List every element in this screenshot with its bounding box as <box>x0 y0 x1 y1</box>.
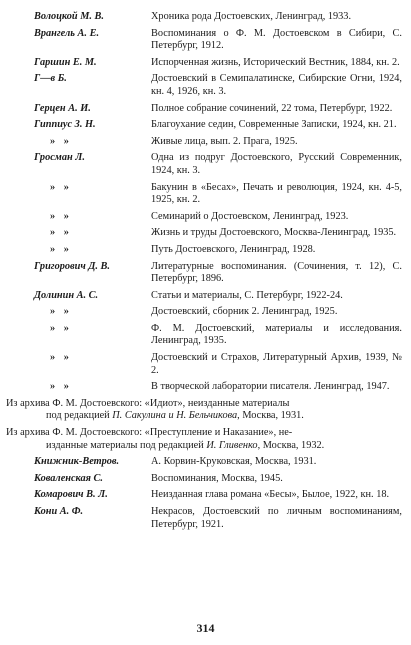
ditto-mark: » » <box>50 322 72 334</box>
bibliography-entry <box>34 11 402 24</box>
bibliography-entry <box>34 103 402 116</box>
bibliography-entry <box>34 136 402 149</box>
bibliography-entry <box>34 290 402 303</box>
bibliography-entry <box>34 352 402 377</box>
bibliography-list <box>6 11 402 535</box>
ditto-mark: » » <box>50 227 72 239</box>
bibliography-entry <box>34 73 402 98</box>
bibliography-entry <box>34 244 402 257</box>
archive-entry <box>6 398 400 423</box>
entry-reference: Бакунин в «Бесах», Печать и революция, 1924, кн. 4-5, 1925, кн. 2. <box>151 181 402 206</box>
entry-reference: Неизданная глава романа «Бесы», Былое, 1922, кн. 18. <box>151 489 390 501</box>
entry-author: Волоцкой М. В. <box>34 11 104 22</box>
bibliography-entries-a <box>34 11 402 394</box>
entry-reference: Достоевский в Семипалатинске, Сибирские Огни, 1924, кн. 4, 1926, кн. 3. <box>151 73 402 97</box>
entry-reference: Некрасов, Достоевский по личным воспоминаниям, Петербург, 1921. <box>151 506 402 530</box>
page-number: 314 <box>196 621 215 635</box>
ditto-mark: » » <box>50 381 72 393</box>
ditto-mark: » » <box>50 306 72 318</box>
bibliography-entry <box>34 306 402 319</box>
entry-author: Долинин А. С. <box>34 289 99 301</box>
archive-lead: Из архива Ф. М. Достоевского: «Идиот», неизданные материалы <box>6 397 290 409</box>
archive-entry <box>6 427 400 452</box>
entry-author: Коваленская С. <box>34 472 103 484</box>
entry-author: Гросман Л. <box>34 152 85 164</box>
ditto-mark: » » <box>50 181 72 193</box>
entry-reference: Литературные воспоминания. (Сочинения, т. 12), С. Петербург, 1896. <box>151 260 402 285</box>
entry-reference: Воспоминания, Москва, 1945. <box>151 472 283 484</box>
ditto-mark: » » <box>50 135 72 147</box>
entry-reference: Испорченная жизнь, Исторический Вестник, 1884, кн. 2. <box>151 56 400 68</box>
entry-reference: Жизнь и труды Достоевского, Москва-Ленинград, 1935. <box>151 227 397 239</box>
bibliography-entry <box>34 57 402 70</box>
ditto-mark: » » <box>50 210 72 222</box>
archive-text: изданные материалы под редакцией <box>46 439 207 451</box>
bibliography-entry <box>34 456 402 469</box>
bibliography-entry <box>34 227 402 240</box>
entry-reference: В творческой лаборатории писателя. Ленинград, 1947. <box>151 381 390 393</box>
entry-reference: Хроника рода Достоевских, Ленинград, 1933. <box>151 11 352 22</box>
entry-reference: Полное собрание сочинений, 22 тома, Петербург, 1922. <box>151 102 393 114</box>
bibliography-entry <box>34 261 402 286</box>
bibliography-entry <box>34 211 402 224</box>
bibliography-entry <box>34 182 402 207</box>
entry-reference: Семинарий о Достоевском, Ленинград, 1923. <box>151 210 349 222</box>
entry-author: Г—в Б. <box>34 73 67 85</box>
ditto-mark: » » <box>50 352 72 364</box>
bibliography-entry <box>34 506 402 531</box>
bibliography-entry <box>34 489 402 502</box>
bibliography-entry <box>34 381 402 394</box>
entry-reference: Достоевский и Страхов, Литературный Архив, 1939, № 2. <box>151 352 402 376</box>
bibliography-entries-b <box>34 456 402 531</box>
bibliography-entry <box>34 152 402 177</box>
entry-reference: Воспоминания о Ф. М. Достоевском в Сибири, С. Петербург, 1912. <box>151 27 402 52</box>
archive-lead: Из архива Ф. М. Достоевского: «Преступление и Наказание», не- <box>6 427 293 439</box>
entry-author: Книжник-Ветров. <box>34 456 120 468</box>
entry-reference: Живые лица, вып. 2. Прага, 1925. <box>151 135 298 147</box>
archive-entries <box>6 397 402 452</box>
archive-continuation <box>6 440 400 453</box>
archive-continuation <box>6 410 400 423</box>
entry-reference: Путь Достоевского, Ленинград, 1928. <box>151 243 316 255</box>
entry-reference: Благоухание седин, Современные Записки, 1924, кн. 21. <box>151 119 397 131</box>
archive-editors: П. Сакулина и Н. Бельчикова <box>112 410 238 422</box>
entry-author: Комарович В. Л. <box>34 489 108 501</box>
entry-reference: Достоевский, сборник 2. Ленинград, 1925. <box>151 306 338 318</box>
entry-author: Григорович Д. В. <box>34 260 110 272</box>
entry-author: Гаршин Е. М. <box>34 56 97 68</box>
entry-reference: Ф. М. Достоевский, материалы и исследования. Ленинград, 1935. <box>151 322 402 347</box>
archive-text: , Москва, 1932. <box>257 439 325 451</box>
entry-author: Кони А. Ф. <box>34 506 84 517</box>
entry-author: Герцен А. И. <box>34 102 91 114</box>
bibliography-entry <box>34 28 402 53</box>
archive-text: под редакцией <box>46 410 113 422</box>
archive-editors: И. Гливенко <box>206 439 258 451</box>
entry-reference: Статьи и материалы, С. Петербург, 1922-24. <box>151 289 343 301</box>
entry-author: Гиппиус З. Н. <box>34 119 96 131</box>
bibliography-entry <box>34 473 402 486</box>
bibliography-entry <box>34 119 402 132</box>
entry-author: Врангель А. Е. <box>34 27 100 39</box>
entry-reference: Одна из подруг Достоевского, Русский Современник, 1924, кн. 3. <box>151 152 402 176</box>
ditto-mark: » » <box>50 243 72 255</box>
entry-reference: А. Корвин-Круковская, Москва, 1931. <box>151 456 317 468</box>
archive-text: , Москва, 1931. <box>237 410 304 422</box>
bibliography-entry <box>34 323 402 348</box>
